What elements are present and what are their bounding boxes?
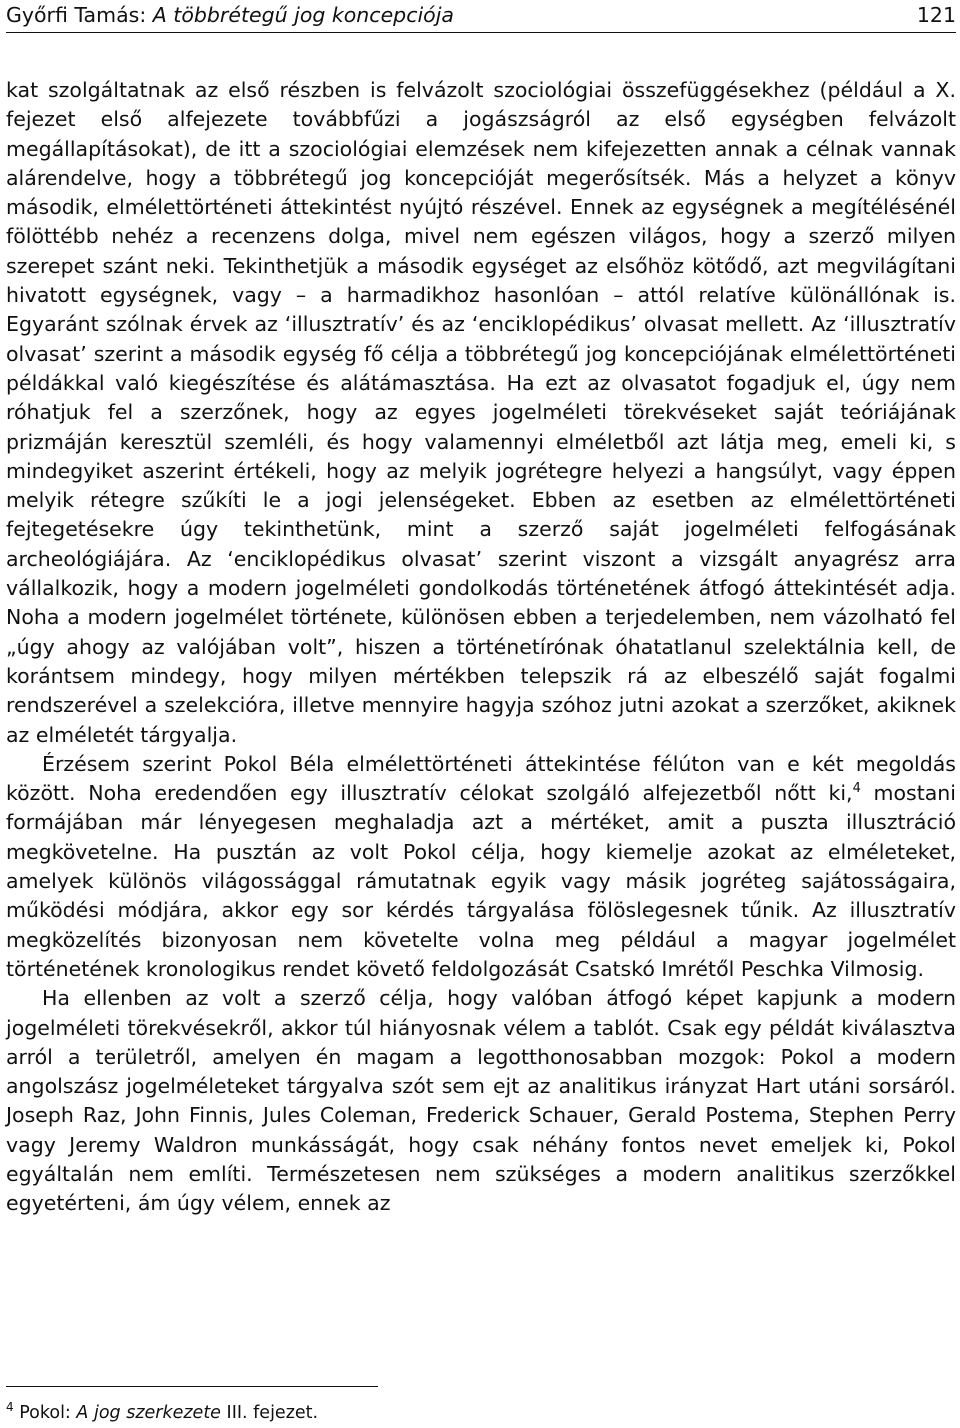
footnote-rest: III. fejezet. xyxy=(226,1403,319,1423)
footnote xyxy=(6,1402,318,1424)
footnote-rule xyxy=(6,1386,378,1387)
paragraph-text: Ha ellenben az volt a szerző célja, hogy valóban átfogó képet kapjunk a modern jogelméleti törekvésekről, akkor túl hiányosnak vélem a tablót. Csak egy példát kiválasztva arról a területről, amelyen én magam a legotthonosabban mozgok: Pokol a modern angolszász jogelméleteket tárgyalva szót sem ejt az analitikus irányzat Hart utáni sorsáról. Joseph Raz, John Finnis, Jules Coleman, Frederick Schauer, Gerald Postema, Stephen Perry vagy Jeremy Waldron munkásságát, hogy csak néhány fontos nevet emeljek ki, Pokol egyáltalán nem említi. Természetesen nem szükséges a modern analitikus szerzőkkel egyetérteni, ám úgy vélem, ennek az xyxy=(6,986,956,1216)
footnote-reference: 4 xyxy=(852,781,861,797)
footnote-mark: 4 xyxy=(6,1400,14,1414)
paragraph xyxy=(6,76,956,750)
running-header xyxy=(6,2,956,33)
body-text xyxy=(6,76,956,1219)
paragraph xyxy=(6,750,956,984)
footnote-author: Pokol: xyxy=(19,1403,71,1423)
paragraph xyxy=(6,984,956,1218)
footnote-title: A jog szerkezete xyxy=(76,1403,221,1423)
paragraph-text: kat szolgáltatnak az első részben is felvázolt szociológiai összefüggésekhez (például a X. fejezet első alfejezete továbbfűzi a jogászságról az első egységben felvázolt megállapításokat), de itt a szociológiai elemzések nem kifejezetten annak a célnak vannak alárendelve, hogy a többrétegű jog koncepcióját megerősítsék. Más a helyzet a könyv második, elmélettörténeti áttekintést nyújtó részével. Ennek az egységnek a megítélésénél fölöttébb nehéz a recenzens dolga, mivel nem egészen világos, hogy a szerző milyen szerepet szánt neki. Tekinthetjük a második egységet az elsőhöz kötődő, azt megvilágítani hivatott egységnek, vagy – a harmadikhoz hasonlóan – attól relatíve különállónak is. Egyaránt szólnak érvek az ‘illusztratív’ és az ‘enciklopédikus’ olvasat mellett. Az ‘illusztratív olvasat’ szerint a második egység fő célja a többrétegű jog koncepciójának elmélettörténeti példákkal való kiegészítése és alátámasztása. Ha ezt az olvasatot fogadjuk el, úgy nem róhatjuk fel a szerzőnek, hogy az egyes jogelméleti törekvéseket saját teóriájának prizmáján keresztül szemléli, és hogy valamennyi elméletből azt látja meg, emeli ki, s mindegyiket aszerint értékeli, hogy az melyik jogrétegre helyezi a hangsúlyt, vagy éppen melyik rétegre szűkíti le a jogi jelenségeket. Ebben az esetben az elmélettörténeti fejtegetésekre úgy tekinthetünk, mint a szerző saját jogelméleti felfogásának archeológiájára. Az ‘enciklopédikus olvasat’ szerint viszont a vizsgált anyagrész arra vállalkozik, hogy a modern jogelméleti gondolkodás történetének átfogó áttekintését adja. Noha a modern jogelmélet története, különösen ebben a terjedelemben, nem vázolható fel „úgy ahogy az valójában volt”, hiszen a történetírónak óhatatlanul szelektálnia kell, de korántsem mindegy, hogy milyen mértékben telepszik rá az elbeszélő saját fogalmi rendszerével a szelekcióra, illetve mennyire hagyja szóhoz jutni azokat a szerzőket, akiknek az elméletét tárgyalja. xyxy=(6,78,956,747)
header-page-number: 121 xyxy=(916,3,956,27)
paragraph-text: Érzésem szerint Pokol Béla elmélettörténeti áttekintése félúton van e két megoldás között. Noha eredendően egy illusztratív célokat szolgáló alfejezetből nőtt ki, xyxy=(6,751,956,806)
book-page xyxy=(6,0,956,1428)
paragraph-text: mostani formájában már lényegesen meghaladja azt a mértéket, amit a puszta illusztráció megkövetelne. Ha pusztán az volt Pokol célja, hogy kiemelje azokat az elméleteket, amelyek különös világossággal rámutatnak egyik vagy másik jogréteg sajátosságaira, működési módjára, akkor egy sor kérdés tárgyalása fölöslegesnek tűnik. Az illusztratív megközelítés bizonyosan nem követelte volna meg például a magyar jogelmélet történetének kronologikus rendet követő feldolgozását Csatskó Imrétől Peschka Vilmosig. xyxy=(6,781,956,981)
header-book-title: A többrétegű jog koncepciója xyxy=(152,3,454,27)
header-author: Győrfi Tamás: xyxy=(6,3,147,27)
